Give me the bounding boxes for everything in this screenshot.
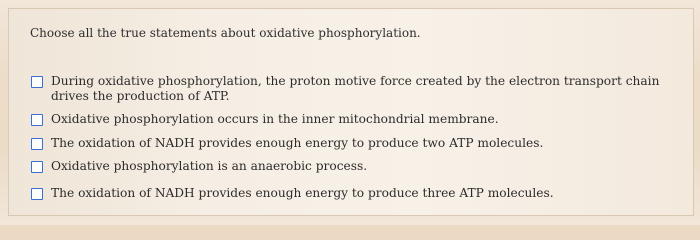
option-2-label: Oxidative phosphorylation occurs in the inner mitochondrial membrane. [51,112,499,126]
option-3-label: The oxidation of NADH provides enough energy to produce two ATP molecules. [51,136,544,150]
option-3[interactable] [31,136,543,151]
option-2[interactable] [31,112,499,127]
option-1-checkbox[interactable] [31,76,43,88]
option-4[interactable] [31,159,367,174]
option-2-checkbox[interactable] [31,114,43,126]
option-1-label: During oxidative phosphorylation, the proton motive force created by the electron transport chain drives the production of ATP. [51,74,660,103]
option-3-checkbox[interactable] [31,138,43,150]
option-5-checkbox[interactable] [31,188,43,200]
option-5-label: The oxidation of NADH provides enough energy to produce three ATP molecules. [51,186,554,200]
option-5[interactable] [31,186,554,201]
option-4-label: Oxidative phosphorylation is an anaerobic process. [51,159,368,173]
question-prompt: Choose all the true statements about oxidative phosphorylation. [30,26,421,40]
question-card [8,8,694,216]
option-4-checkbox[interactable] [31,161,43,173]
option-1[interactable] [31,74,671,104]
